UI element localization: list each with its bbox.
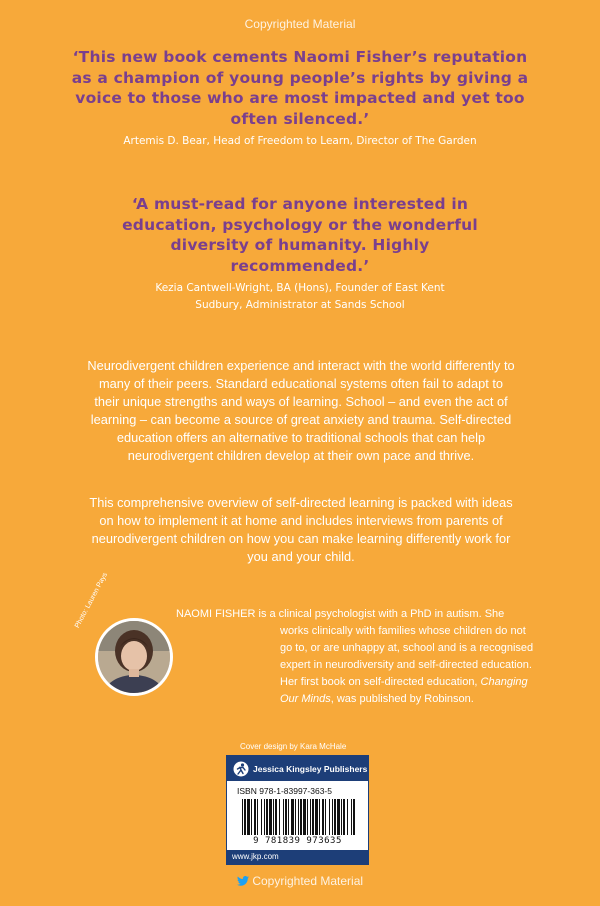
twitter-bird-icon (237, 876, 249, 886)
author-book-title: Changing Our Minds (280, 676, 528, 705)
jkp-running-figure-icon (233, 761, 249, 777)
isbn-number: ISBN 978-1-83997-363-5 (237, 786, 332, 796)
review-attribution-2: Kezia Cantwell-Wright, BA (Hons), Founder of East Kent Sudbury, Administrator at Sands School (155, 282, 445, 311)
publisher-banner (227, 756, 368, 781)
author-bio (176, 606, 536, 708)
cover-design-credit: Cover design by Kara McHale (240, 742, 347, 751)
blurb-paragraph-2: This comprehensive overview of self-directed learning is packed with ideas on how to implement it at home and includes interviews from parents of neurodivergent children on how you can make learning differently work for you and your child. (89, 495, 513, 564)
barcode-panel (226, 755, 369, 865)
author-bio-text-end: , was published by Robinson. (330, 693, 474, 705)
author-bio-text: NAOMI FISHER is a clinical psychologist with a PhD in autism. She works clinically with families whose children do not go to, or are unhappy at, school and is a recognised expert in neurodiversity and self-directed education. Her first book on self-directed education, (176, 608, 534, 688)
publisher-name: Jessica Kingsley Publishers (253, 763, 368, 774)
barcode-digits: 9 781839 973635 (253, 836, 342, 846)
review-quote-1: ‘This new book cements Naomi Fisher’s reputation as a champion of young people’s rights by giving a voice to those who are most impacted and yet too often silenced.’ (71, 48, 529, 128)
photo-credit: Photo: Lauren Pays (74, 571, 110, 630)
author-portrait-icon (98, 621, 170, 693)
publisher-url: www.jkp.com (227, 850, 368, 864)
copyright-watermark-bottom (0, 874, 600, 888)
blurb-paragraph-1: Neurodivergent children experience and interact with the world differently to many of their peers. Standard educational systems often fail to adapt to their unique strengths and ways of learning. School – and even the act of learning – can become a source of great anxiety and trauma. Self-directed education offers an alternative to traditional schools that can help neurodivergent children develop at their own pace and thrive. (87, 358, 515, 463)
copyright-watermark-text: Copyrighted Material (252, 874, 364, 888)
review-attribution-1: Artemis D. Bear, Head of Freedom to Learn, Director of The Garden (123, 135, 477, 147)
author-photo (95, 618, 173, 696)
copyright-watermark: Copyrighted Material (244, 17, 356, 31)
barcode-icon (238, 799, 358, 835)
review-quote-2: ‘A must-read for anyone interested in education, psychology or the wonderful diversity of humanity. Highly recommended.’ (122, 195, 478, 275)
